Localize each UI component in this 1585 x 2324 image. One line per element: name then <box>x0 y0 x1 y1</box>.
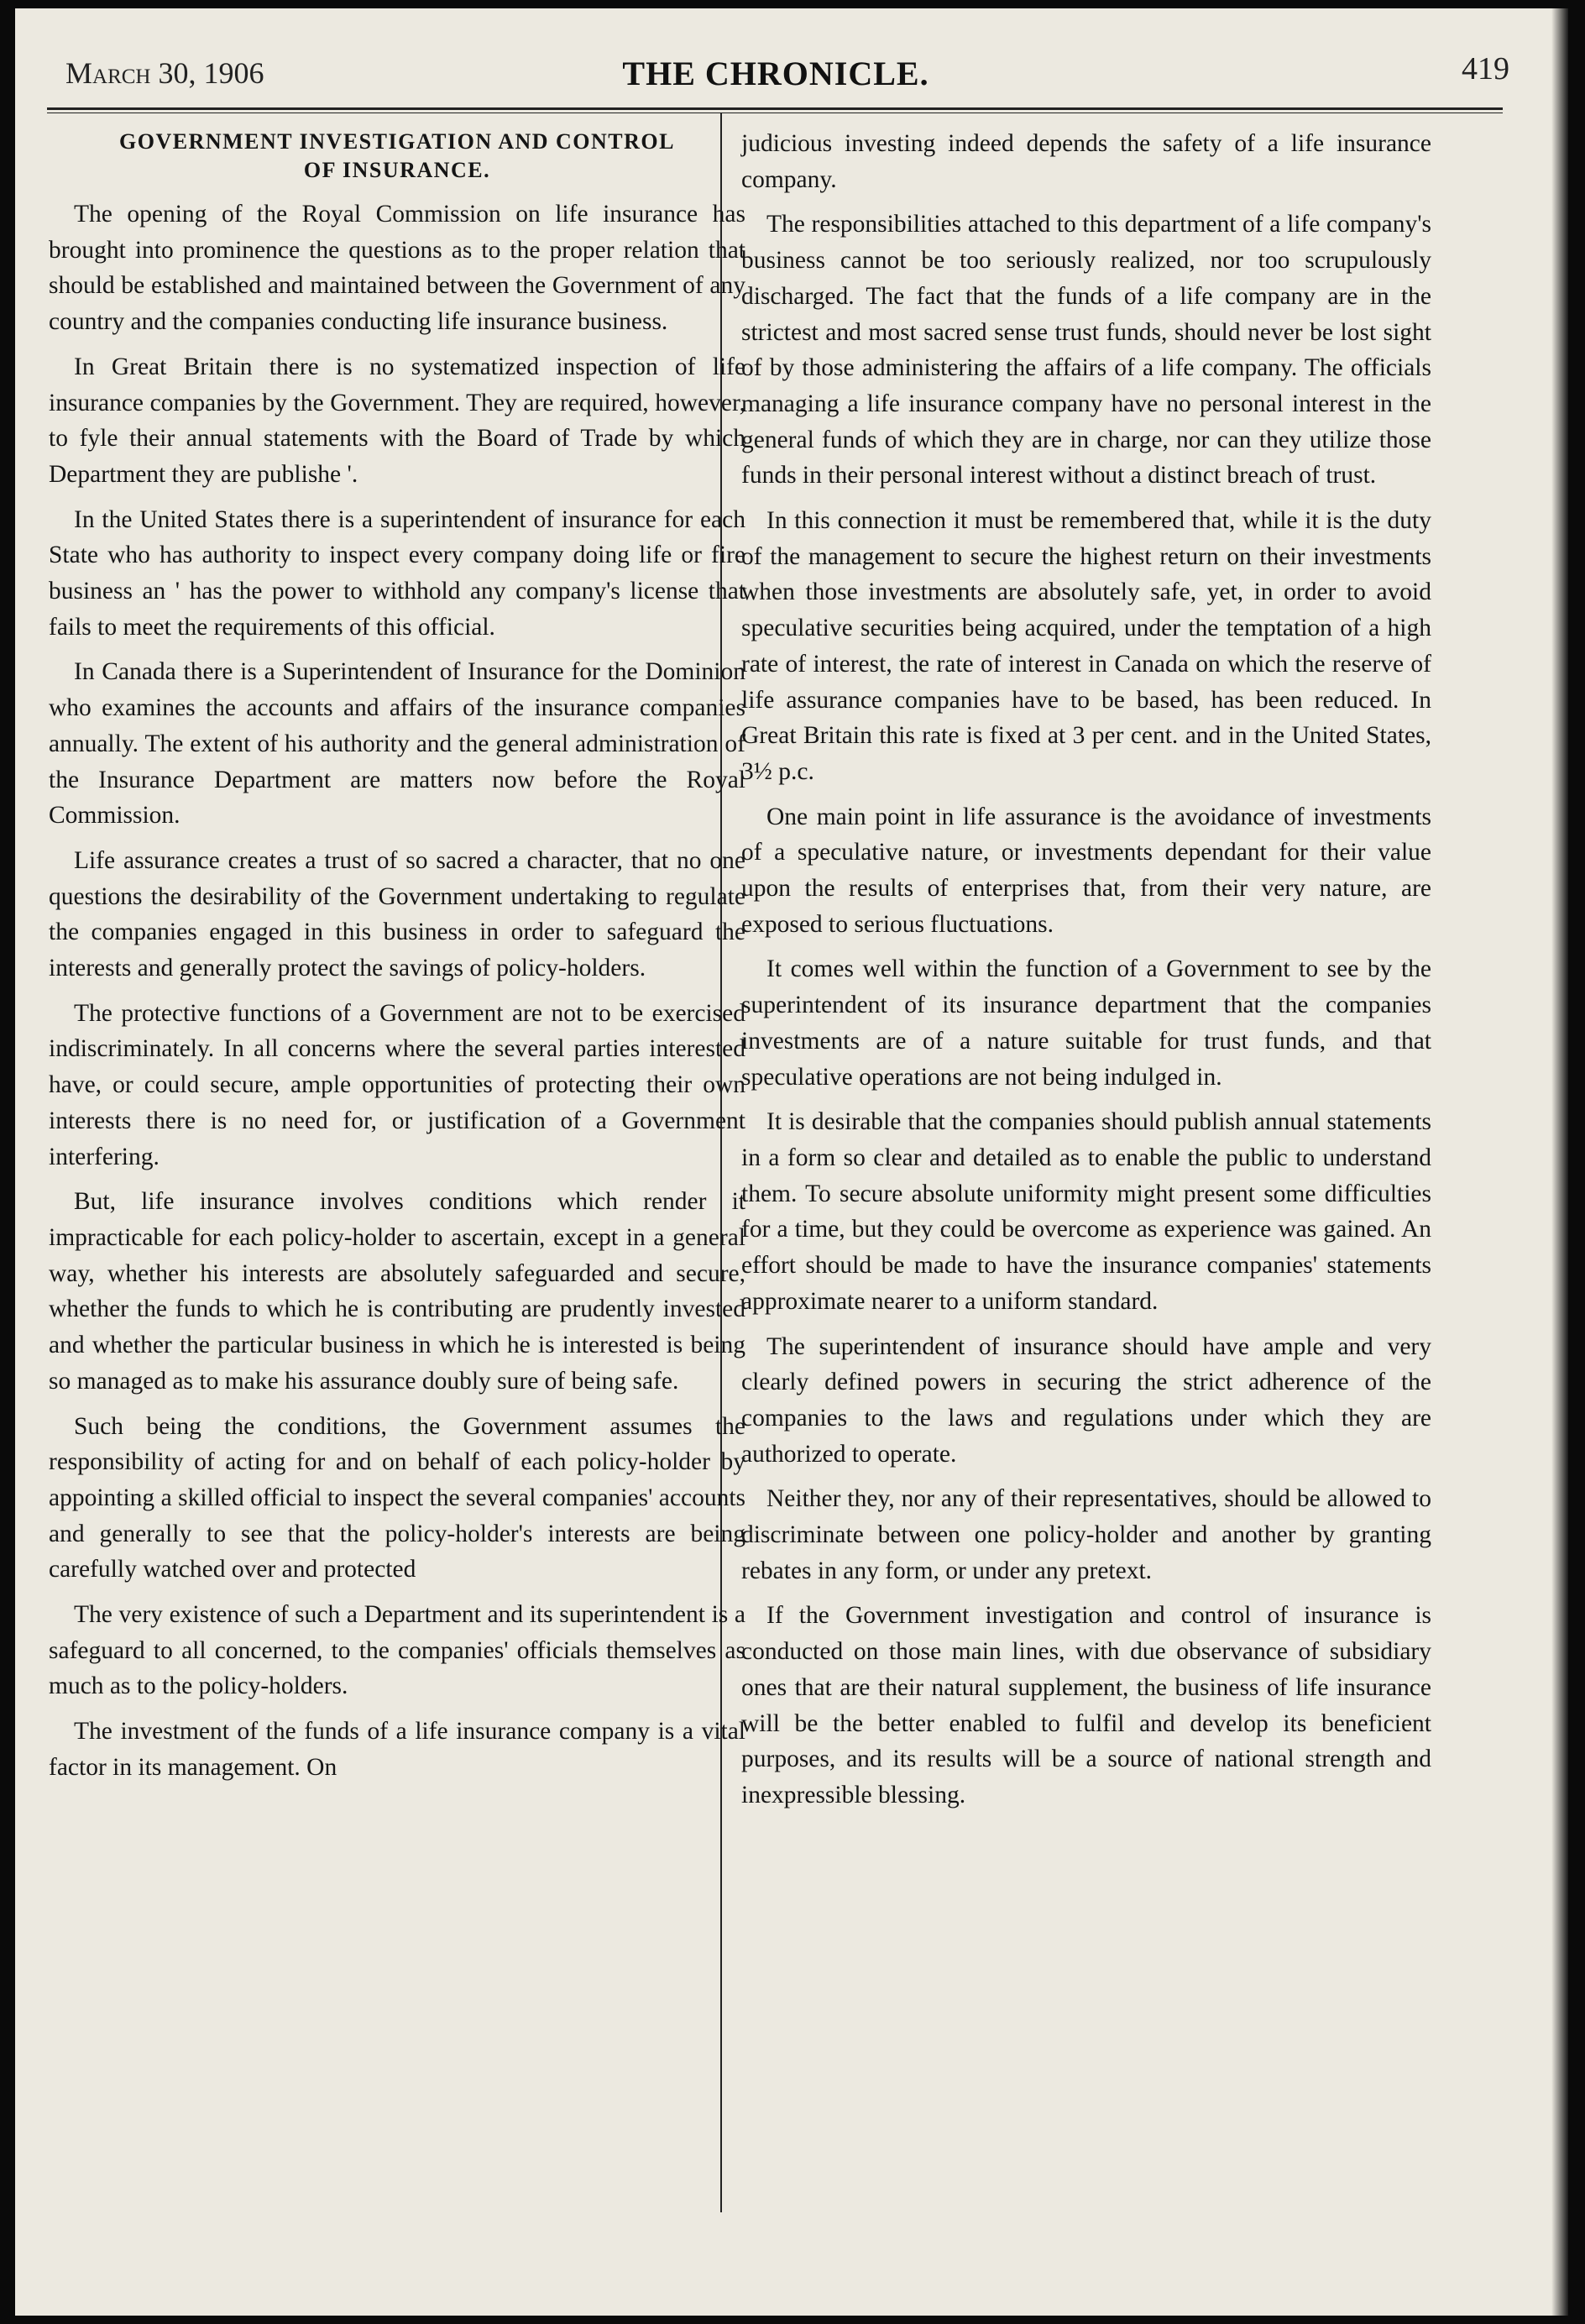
paragraph: Life assurance creates a trust of so sacred a character, that no one questions the desirability of the Government undertaking to regulate the companies engaged in this business in order to safeguard the interests and generally protect the savings of policy-holders. <box>49 846 745 982</box>
paragraph: The protective functions of a Government are not to be exercised indiscriminately. In all concerns where the several parties interested have, or could secure, ample opportunities of protecting their own interests there is no need for, or justification of a Government interfering. <box>49 999 745 1170</box>
paragraph: In Great Britain there is no systematized inspection of life insurance companies by the Government. They are required, however, to fyle their annual statements with the Board of Trade by which Department they are publishe '. <box>49 353 745 488</box>
paragraph: Such being the conditions, the Government assumes the responsibility of acting for and on behalf of each policy-holder by appointing a skilled official to inspect the several companies' accounts and generally to see that the policy-holder's interests are being carefully watched over and protected <box>49 1412 745 1583</box>
paragraph: Neither they, nor any of their representatives, should be allowed to discriminate between one policy-holder and another by granting rebates in any form, or under any pretext. <box>741 1485 1431 1584</box>
header-rule <box>47 107 1503 113</box>
paragraph: The superintendent of insurance should have ample and very clearly defined powers in securing the strict adherence of the companies to the laws and regulations under which they are authorized to operate. <box>741 1332 1431 1468</box>
right-column <box>741 126 1431 1823</box>
paragraph: In this connection it must be remembered that, while it is the duty of the management to secure the highest return on their investments when those investments are absolutely safe, yet, in order to avoid speculative securities being acquired, under the temptation of a high rate of interest, the rate of interest in Canada on which the reserve of life assurance companies have to be based, has been reduced. In Great Britain this rate is fixed at 3 per cent. and in the United States, 3½ p.c. <box>741 507 1431 785</box>
paragraph: In the United States there is a superintendent of insurance for each State who has authority to inspect every company doing life or fire business an ' has the power to withhold any company's license that fails to meet the requirements of this official. <box>49 505 745 641</box>
paragraph: The investment of the funds of a life insurance company is a vital factor in its management. On <box>49 1718 745 1781</box>
paragraph-continued: judicious investing indeed depends the safety of a life insurance company. <box>741 130 1431 193</box>
paragraph: One main point in life assurance is the avoidance of investments of a speculative nature, or investments dependant for their value upon the results of enterprises that, from their very nature, are exposed to serious fluctuations. <box>741 803 1431 938</box>
article-title-line2: OF INSURANCE. <box>303 158 491 182</box>
article-title <box>49 128 745 185</box>
paragraph: It is desirable that the companies should publish annual statements in a form so clear and detailed as to enable the public to understand them. To secure absolute uniformity might present some difficulties for a time, but they could be overcome as experience was gained. An effort should be made to have the insurance companies' statements approximate nearer to a uniform standard. <box>741 1108 1431 1315</box>
publication-title: THE CHRONICLE. <box>622 55 929 92</box>
left-column <box>49 126 745 1795</box>
page-spine-shadow <box>1551 8 1568 2316</box>
paragraph: The responsibilities attached to this department of a life company's business cannot be too seriously realized, nor too scrupulously discharged. The fact that the funds of a life company are in the strictest and most sacred sense trust funds, should never be lost sight of by those administering the affairs of a life company. The officials managing a life insurance company have no personal interest in the general funds of which they are in charge, nor can they utilize those funds in their personal interest without a distinct breach of trust. <box>741 211 1431 489</box>
page-number: 419 <box>1462 51 1509 86</box>
page-header <box>42 44 1509 102</box>
paragraph: In Canada there is a Superintendent of Insurance for the Dominion who examines the accounts and affairs of the insurance companies annually. The extent of his authority and the general administration of the Insurance Department are matters now before the Royal Commission. <box>49 658 745 830</box>
paragraph: It comes well within the function of a Government to see by the superintendent of its insurance department that the companies investments are of a nature suitable for trust funds, and that speculative operations are not being indulged in. <box>741 955 1431 1091</box>
header-date: March 30, 1906 <box>65 56 264 90</box>
paragraph: The opening of the Royal Commission on life insurance has brought into prominence the questions as to the proper relation that should be established and maintained between the Government of any country and the companies conducting life insurance business. <box>49 201 745 336</box>
paragraph: If the Government investigation and control of insurance is conducted on those main lines, with due observance of subsidiary ones that are their natural supplement, the business of life insurance will be the better enabled to fulfil and develop its beneficient purposes, and its results will be a source of national strength and inexpressible blessing. <box>741 1602 1431 1808</box>
article-title-line1: GOVERNMENT INVESTIGATION AND CONTROL <box>119 129 675 154</box>
paragraph: But, life insurance involves conditions which render it impracticable for each policy-holder to ascertain, except in a general way, whether his interests are absolutely safeguarded and secure, whether the funds to which he is contributing are prudently invested and whether the particular business in which he is interested is being so managed as to make his assurance doubly sure of being safe. <box>49 1188 745 1395</box>
paragraph: The very existence of such a Department and its superintendent is a safeguard to all concerned, to the companies' officials themselves as much as to the policy-holders. <box>49 1601 745 1700</box>
newspaper-page <box>15 8 1568 2316</box>
